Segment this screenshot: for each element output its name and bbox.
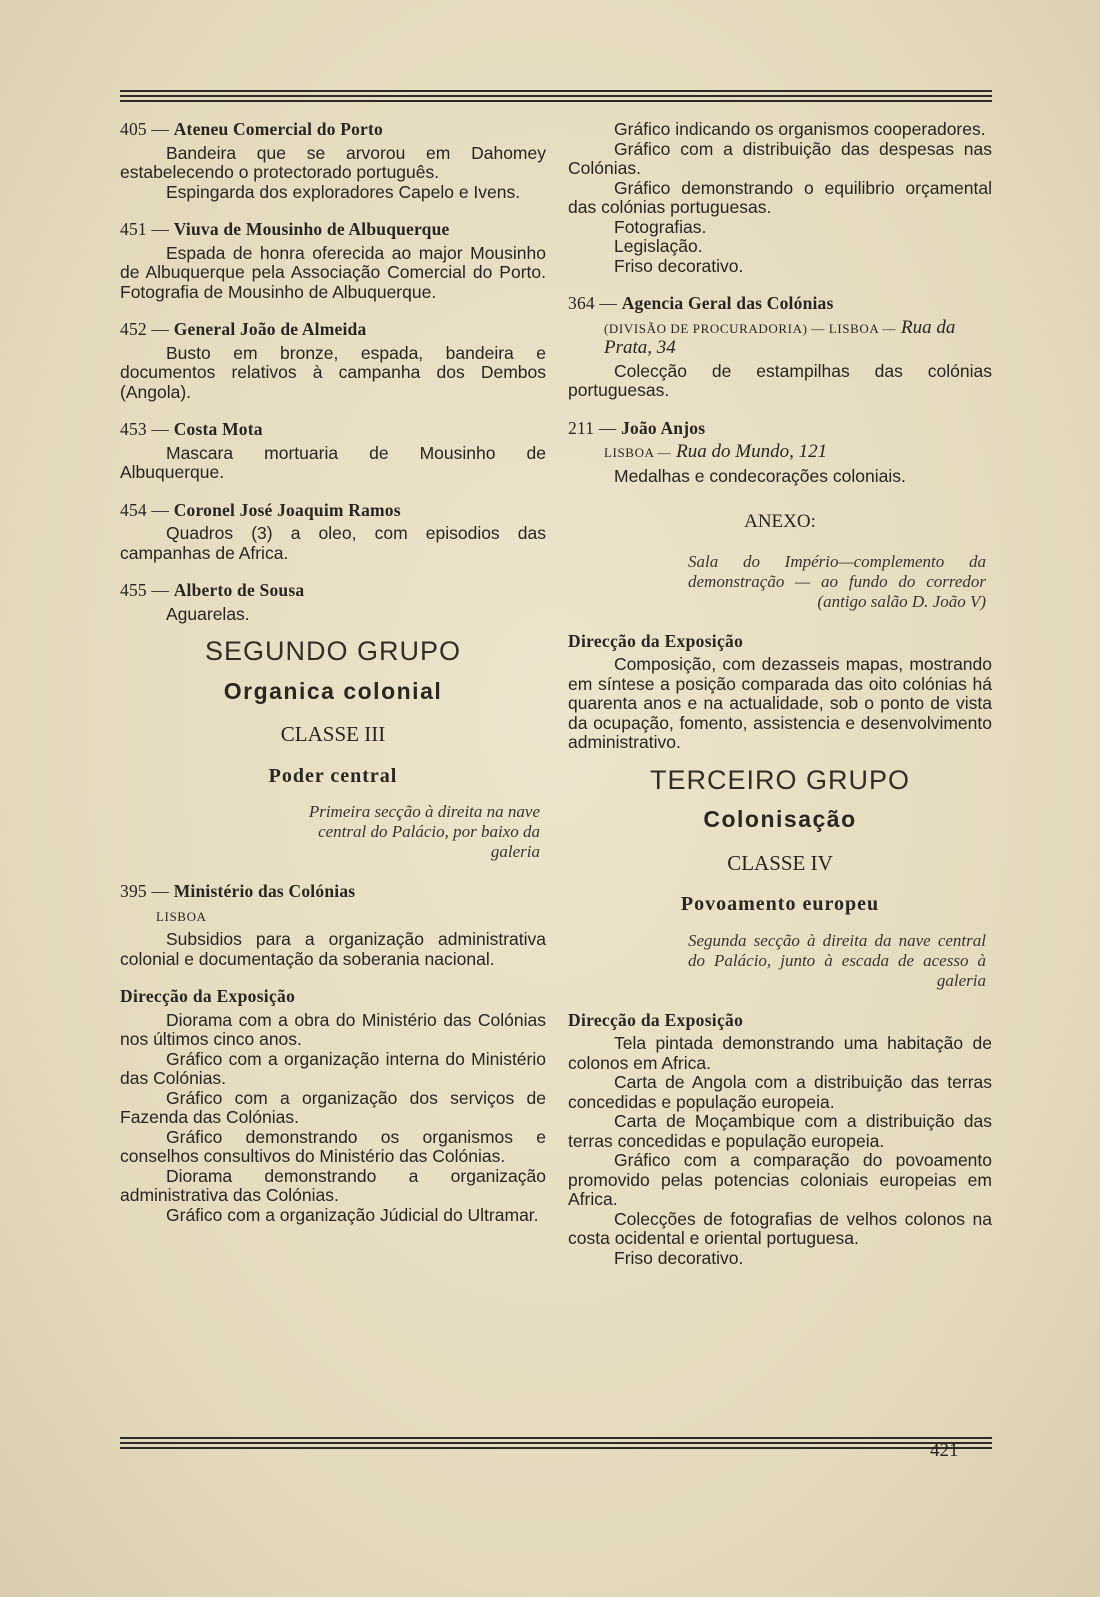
entry-395: 395 — Ministério das Colónias LISBOA Subsidios para a organização administrativa colonial e documentação da soberania nacional.: [120, 881, 546, 969]
entry-452: 452 — General João de Almeida Busto em bronze, espada, bandeira e documentos relativos à campanha dos Dembos (Angola).: [120, 319, 546, 402]
subgroup-heading: Colonisação: [703, 806, 857, 832]
section-heading: Poder central: [268, 764, 398, 787]
annex-heading: ANEXO:: [744, 511, 816, 532]
location-note: Primeira secção à direita na nave central do Palácio, por baixo da galeria: [308, 802, 540, 861]
list-item: Gráfico com a organização interna do Ministério das Colónias.: [120, 1048, 546, 1088]
group-heading: SEGUNDO GRUPO: [204, 636, 462, 666]
entry-text: Composição, com dezasseis mapas, mostrando em síntese a posição comparada das oito colónias há quarenta anos e na actualidade, sob o ponto de vista da ocupação, fomento, assistencia e desenvolvimento administrativo.: [568, 654, 992, 752]
entry-number: 364: [568, 293, 595, 313]
entry-location: LISBOA —: [604, 445, 672, 460]
location-note: Segunda secção à direita da nave central do Palácio, junto à escada de acesso à galeria: [688, 930, 986, 990]
entry-address: Rua do Mundo, 121: [676, 441, 828, 462]
entry-405: 405 — Ateneu Comercial do Porto Bandeira que se arvorou em Dahomey estabelecendo o protectorado português. Espingarda dos exploradores Capelo e Ivens.: [120, 119, 546, 202]
list-item: Friso decorativo.: [614, 255, 744, 276]
entry-number: 455: [120, 580, 147, 600]
entry-name: Agencia Geral das Colónias: [621, 293, 834, 313]
list-item: Gráfico com a comparação do povoamento promovido pelas potencias coloniais europeias em Africa.: [568, 1150, 992, 1209]
group-heading: TERCEIRO GRUPO: [649, 764, 911, 795]
entry-city: LISBOA: [156, 908, 207, 924]
entry-text: Espada de honra oferecida ao major Mousinho de Albuquerque pela Associação Comercial do Porto. Fotografia de Mousinho de Albuquerque.: [120, 242, 546, 302]
list-item: Diorama com a obra do Ministério das Colónias nos últimos cinco anos.: [120, 1009, 546, 1049]
entry-number: 452: [120, 319, 147, 339]
direction-heading: Direcção da Exposição: [568, 1009, 744, 1030]
entry-text: Busto em bronze, espada, bandeira e documentos relativos à campanha dos Dembos (Angola).: [120, 342, 546, 402]
entry-453: 453 — Costa Mota Mascara mortuaria de Mousinho de Albuquerque.: [120, 419, 546, 482]
bottom-rule: [120, 1437, 992, 1452]
entry-number: 211: [568, 417, 595, 438]
list-item: Gráfico demonstrando os organismos e conselhos consultivos do Ministério das Colónias.: [120, 1126, 546, 1166]
list-item: Legislação.: [614, 236, 703, 256]
entry-451: 451 — Viuva de Mousinho de Albuquerque Espada de honra oferecida ao major Mousinho de Albuquerque pela Associação Comercial do Porto. Fotografia de Mousinho de Albuquerque.: [120, 219, 546, 302]
class-heading: CLASSE IV: [727, 850, 833, 875]
entry-454: 454 — Coronel José Joaquim Ramos Quadros (3) a oleo, com episodios das campanhas de Africa.: [120, 499, 546, 563]
entry-number: 454: [120, 499, 147, 520]
entry-text: Colecção de estampilhas das colónias portuguesas.: [568, 360, 992, 400]
entry-text: Aguarelas.: [166, 603, 250, 624]
direction-heading: Direcção da Exposição: [568, 630, 744, 651]
entry-name: Ministério das Colónias: [173, 881, 356, 901]
entry-name: Alberto de Sousa: [173, 580, 305, 600]
list-item: Carta de Moçambique com a distribuição das terras concedidas e população europeia.: [568, 1111, 992, 1151]
class-heading: CLASSE III: [280, 722, 386, 746]
direction-list: [120, 1011, 546, 1226]
entry-number: 395: [120, 881, 147, 901]
direction-list: [568, 1034, 992, 1268]
list-item: Friso decorativo.: [614, 1247, 744, 1268]
entry-name: Costa Mota: [173, 419, 263, 439]
list-item: Colecções de fotografias de velhos colonos na costa ocidental e oriental portuguesa.: [568, 1208, 992, 1248]
entry-364: 364 — Agencia Geral das Colónias (DIVISÃO DE PROCURADORIA) — LISBOA — Rua da Prata, 34 Colecção de estampilhas das colónias portuguesas.: [568, 293, 992, 400]
continued-list: [568, 120, 992, 276]
list-item: Tela pintada demonstrando uma habitação de colonos em Africa.: [568, 1033, 992, 1073]
list-item: Carta de Angola com a distribuição das terras concedidas e população europeia.: [568, 1072, 992, 1112]
entry-455: 455 — Alberto de Sousa Aguarelas.: [120, 581, 546, 624]
entry-text: Medalhas e condecorações coloniais.: [614, 465, 906, 486]
list-item: Diorama demonstrando a organização administrativa das Colónias.: [120, 1165, 546, 1205]
entry-name: Viuva de Mousinho de Albuquerque: [173, 219, 450, 239]
entry-location: (DIVISÃO DE PROCURADORIA) — LISBOA —: [604, 320, 897, 336]
entry-name: General João de Almeida: [173, 319, 367, 339]
list-item: Fotografias.: [614, 216, 707, 237]
entry-text: Mascara mortuaria de Mousinho de Albuquerque.: [120, 442, 546, 482]
list-item: Gráfico com a organização dos serviços de Fazenda das Colónias.: [120, 1087, 546, 1127]
entry-211: 211 — João Anjos LISBOA — Rua do Mundo, 121 Medalhas e condecorações coloniais.: [568, 419, 992, 487]
entry-text: Quadros (3) a oleo, com episodios das campanhas de Africa.: [120, 523, 546, 563]
entry-text: Espingarda dos exploradores Capelo e Ivens.: [166, 181, 521, 202]
entry-text: Bandeira que se arvorou em Dahomey estabelecendo o protectorado português.: [120, 142, 546, 182]
list-item: Gráfico demonstrando o equilibrio orçamental das colónias portuguesas.: [568, 177, 992, 217]
top-rule: [120, 90, 992, 105]
direction-heading: Direcção da Exposição: [120, 986, 296, 1006]
right-column: [568, 120, 992, 1268]
page-number: 421: [930, 1440, 959, 1461]
left-column: [120, 120, 546, 1225]
entry-address: Rua da Prata, 34: [604, 316, 956, 358]
annex-note: Sala do Império—complemento da demonstração — ao fundo do corredor (antigo salão D. João V): [688, 551, 986, 611]
entry-name: João Anjos: [621, 417, 706, 438]
entry-number: 451: [120, 219, 147, 239]
entry-name: Ateneu Comercial do Porto: [173, 119, 384, 139]
entry-number: 453: [120, 419, 147, 439]
list-item: Gráfico com a distribuição das despesas nas Colónias.: [568, 138, 992, 178]
entry-name: Coronel José Joaquim Ramos: [173, 499, 401, 520]
entry-number: 405: [120, 119, 147, 139]
list-item: Gráfico indicando os organismos cooperadores.: [614, 119, 986, 139]
subgroup-heading: Organica colonial: [223, 677, 443, 704]
list-item: Gráfico com a organização Júdicial do Ultramar.: [166, 1204, 539, 1225]
section-heading: Povoamento europeu: [680, 893, 880, 915]
entry-text: Subsidios para a organização administrativa colonial e documentação da soberania nacional.: [120, 929, 546, 969]
